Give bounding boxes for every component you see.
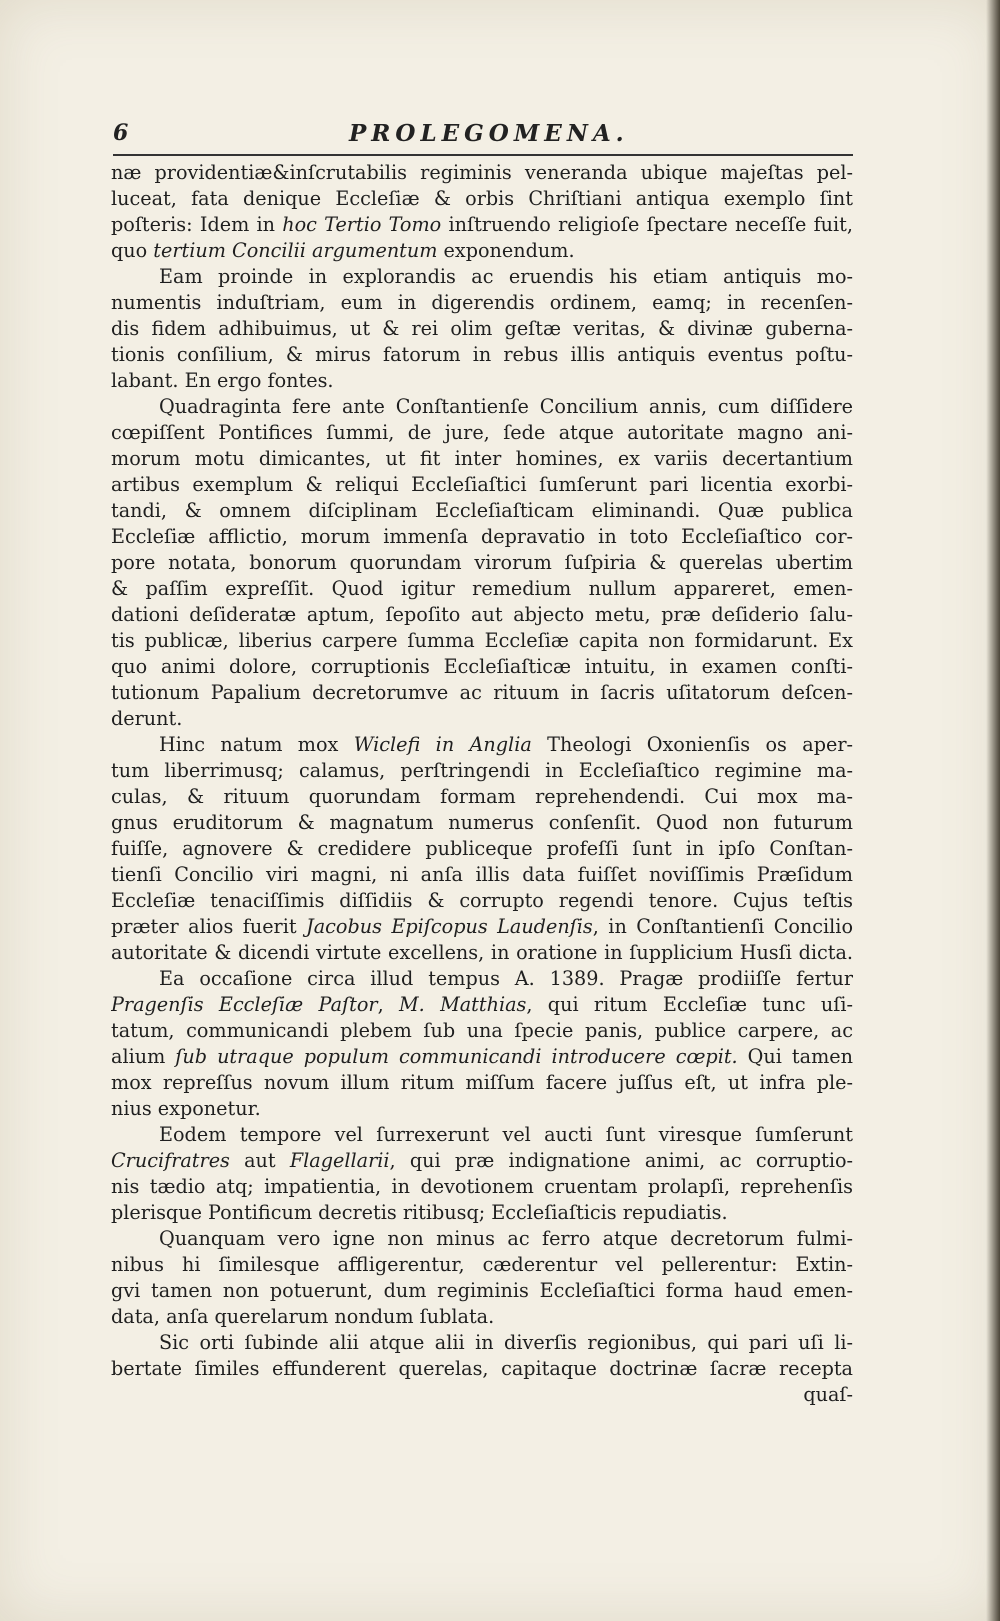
text-segment: & paſſim expreſſit. Quod igitur remedium nullum appareret, emen- bbox=[111, 577, 853, 600]
text-segment: tis publicæ, liberius carpere ſumma Eccleſiæ capita non formidarunt. Ex bbox=[111, 629, 853, 652]
text-segment: Qui tamen bbox=[737, 1045, 853, 1068]
text-segment: Theologi Oxonienſis os aper- bbox=[531, 733, 853, 756]
text-segment: Eccleſiæ afflictio, morum immenſa depravatio in toto Eccleſiaſtico cor- bbox=[111, 525, 853, 548]
text-segment: culas, & rituum quorundam formam reprehendendi. Cui mox ma- bbox=[111, 785, 853, 808]
text-segment: gnus eruditorum & magnatum numerus conſenſit. Quod non futurum bbox=[111, 811, 853, 834]
text-segment: , in Conſtantienſi Concilio bbox=[592, 915, 853, 938]
text-segment: næ providentiæ&inſcrutabilis regiminis veneranda ubique majeſtas pel- bbox=[111, 161, 853, 184]
text-segment: Eam proinde in explorandis ac eruendis his etiam antiquis mo- bbox=[159, 265, 853, 288]
text-segment: autoritate & dicendi virtute excellens, in oratione in ſupplicium Husſi dicta. bbox=[111, 941, 853, 964]
text-line bbox=[111, 160, 853, 186]
text-line bbox=[111, 498, 853, 524]
italic-text: hoc Tertio Tomo bbox=[282, 213, 442, 236]
text-segment: Quanquam vero igne non minus ac ferro atque decretorum fulmi- bbox=[159, 1227, 853, 1250]
text-segment: , qui præ indignatione animi, ac corruptio- bbox=[389, 1149, 853, 1172]
page-header bbox=[113, 116, 853, 152]
text-line bbox=[111, 602, 853, 628]
text-segment: nibus hi ſimilesque affligerentur, cæderentur vel pellerentur: Extin- bbox=[111, 1253, 853, 1276]
text-line bbox=[111, 1330, 853, 1356]
text-segment: derunt. bbox=[111, 707, 183, 730]
text-segment: Ea occaſione circa illud tempus A. 1389. Pragæ prodiiſſe fertur bbox=[159, 967, 853, 990]
text-line bbox=[111, 576, 853, 602]
body-text bbox=[111, 160, 853, 1408]
text-line bbox=[111, 1252, 853, 1278]
text-line bbox=[111, 1356, 853, 1382]
text-segment: Eodem tempore vel ſurrexerunt vel aucti ſunt viresque ſumſerunt bbox=[159, 1123, 853, 1146]
text-segment: exponendum. bbox=[437, 239, 575, 262]
italic-text: tertium Concilii argumentum bbox=[153, 239, 438, 262]
text-line bbox=[111, 1148, 853, 1174]
text-line bbox=[111, 446, 853, 472]
text-line bbox=[111, 264, 853, 290]
text-segment: inſtruendo religioſe ſpectare neceſſe fuit, bbox=[441, 213, 853, 236]
text-line bbox=[111, 628, 853, 654]
text-line bbox=[111, 862, 853, 888]
text-line bbox=[111, 316, 853, 342]
italic-text: Wiclefi in Anglia bbox=[353, 733, 532, 756]
text-line bbox=[111, 368, 853, 394]
italic-text: Jacobus Epiſcopus Laudenſis bbox=[306, 915, 593, 938]
text-segment: nis tædio atq; impatientia, in devotionem cruentam prolapſi, reprehenſis bbox=[111, 1175, 853, 1198]
text-segment: nius exponetur. bbox=[111, 1097, 261, 1120]
text-line bbox=[111, 1200, 853, 1226]
text-line bbox=[111, 992, 853, 1018]
text-segment: tionis conſilium, & mirus fatorum in rebus illis antiquis eventus poſtu- bbox=[111, 343, 853, 366]
text-segment: alium bbox=[111, 1045, 176, 1068]
text-line bbox=[111, 1018, 853, 1044]
text-segment: Quadraginta fere ante Conſtantienſe Concilium annis, cum diſſidere bbox=[159, 395, 853, 418]
text-line bbox=[111, 966, 853, 992]
text-line bbox=[111, 784, 853, 810]
text-line bbox=[111, 524, 853, 550]
text-line bbox=[111, 1096, 853, 1122]
italic-text: ſub utraque populum communicandi introducere cœpit. bbox=[175, 1045, 738, 1068]
text-segment: mox repreſſus novum illum ritum miſſum facere juſſus eſt, ut infra ple- bbox=[111, 1071, 853, 1094]
text-segment: plerisque Pontificum decretis ritibusq; Eccleſiaſticis repudiatis. bbox=[111, 1201, 728, 1224]
text-line bbox=[111, 1304, 853, 1330]
page-number: 6 bbox=[113, 120, 129, 146]
text-line bbox=[111, 290, 853, 316]
text-segment: fuiſſe, agnovere & credidere publiceque profeſſi ſunt in ipſo Conſtan- bbox=[111, 837, 853, 860]
italic-text: Flagellarii bbox=[289, 1149, 390, 1172]
text-segment: morum motu dimicantes, ut fit inter homines, ex variis decertantium bbox=[111, 447, 853, 470]
text-segment: bertate ſimiles effunderent querelas, capitaque doctrinæ ſacræ recepta bbox=[111, 1357, 853, 1380]
text-line bbox=[111, 836, 853, 862]
text-line bbox=[111, 420, 853, 446]
text-line bbox=[111, 1044, 853, 1070]
text-segment: gvi tamen non potuerunt, dum regiminis Eccleſiaſtici forma haud emen- bbox=[111, 1279, 853, 1302]
text-line bbox=[111, 472, 853, 498]
text-segment: , bbox=[377, 993, 399, 1016]
text-segment: præter alios fuerit bbox=[111, 915, 307, 938]
text-segment: luceat, fata denique Eccleſiæ & orbis Chriſtiani antiqua exemplo ſint bbox=[111, 187, 853, 210]
text-segment: tum liberrimusq; calamus, perſtringendi in Eccleſiaſtico regimine ma- bbox=[111, 759, 853, 782]
text-segment: Sic orti ſubinde alii atque alii in diverſis regionibus, qui pari uſi li- bbox=[159, 1331, 853, 1354]
text-line bbox=[111, 1122, 853, 1148]
italic-text: Pragenſis Eccleſiæ Paſtor bbox=[111, 993, 378, 1016]
text-line bbox=[111, 238, 853, 264]
text-line bbox=[111, 186, 853, 212]
text-segment: pore notata, bonorum quorundam virorum ſuſpiria & querelas ubertim bbox=[111, 551, 853, 574]
text-line bbox=[111, 1070, 853, 1096]
header-rule bbox=[113, 154, 853, 156]
text-segment: , qui ritum Eccleſiæ tunc uſi- bbox=[526, 993, 853, 1016]
text-segment: quaſ- bbox=[803, 1383, 853, 1406]
text-line bbox=[111, 1226, 853, 1252]
text-segment: poſteris: Idem in bbox=[111, 213, 283, 236]
text-segment: quo bbox=[111, 239, 154, 262]
text-line bbox=[111, 758, 853, 784]
text-segment: aut bbox=[229, 1149, 290, 1172]
text-line bbox=[111, 810, 853, 836]
text-segment: quo animi dolore, corruptionis Eccleſiaſticæ intuitu, in examen conſti- bbox=[111, 655, 853, 678]
text-segment: tutionum Papalium decretorumve ac rituum in ſacris uſitatorum deſcen- bbox=[111, 681, 853, 704]
text-line bbox=[111, 1382, 853, 1408]
running-head: PROLEGOMENA. bbox=[349, 120, 629, 147]
text-line bbox=[111, 212, 853, 238]
text-line bbox=[111, 394, 853, 420]
text-line bbox=[111, 680, 853, 706]
text-line bbox=[111, 732, 853, 758]
text-line bbox=[111, 888, 853, 914]
text-segment: labant. En ergo fontes. bbox=[111, 369, 334, 392]
text-segment: cœpiſſent Pontifices ſummi, de jure, ſede atque autoritate magno ani- bbox=[111, 421, 853, 444]
text-line bbox=[111, 1278, 853, 1304]
text-segment: numentis induſtriam, eum in digerendis ordinem, eamq; in recenſen- bbox=[111, 291, 853, 314]
text-line bbox=[111, 914, 853, 940]
text-segment: artibus exemplum & reliqui Eccleſiaſtici ſumſerunt pari licentia exorbi- bbox=[111, 473, 853, 496]
text-segment: data, anſa querelarum nondum ſublata. bbox=[111, 1305, 495, 1328]
text-line bbox=[111, 706, 853, 732]
text-line bbox=[111, 940, 853, 966]
italic-text: Crucifratres bbox=[111, 1149, 230, 1172]
text-segment: tienſi Concilio viri magni, ni anſa illis data fuiſſet noviſſimis Præſidum bbox=[111, 863, 853, 886]
text-line bbox=[111, 342, 853, 368]
text-line bbox=[111, 654, 853, 680]
text-line bbox=[111, 550, 853, 576]
text-line bbox=[111, 1174, 853, 1200]
text-segment: dationi deſideratæ aptum, ſepoſito aut abjecto metu, præ deſiderio ſalu- bbox=[111, 603, 853, 626]
text-segment: tatum, communicandi plebem ſub una ſpecie panis, publice carpere, ac bbox=[111, 1019, 853, 1042]
text-segment: dis fidem adhibuimus, ut & rei olim geſtæ veritas, & divinæ guberna- bbox=[111, 317, 853, 340]
text-segment: tandi, & omnem diſciplinam Eccleſiaſticam eliminandi. Quæ publica bbox=[111, 499, 853, 522]
text-segment: Eccleſiæ tenaciſſimis diſſidiis & corrupto regendi tenore. Cujus teſtis bbox=[111, 889, 853, 912]
italic-text: M. Matthias bbox=[399, 993, 527, 1016]
text-segment: Hinc natum mox bbox=[159, 733, 354, 756]
